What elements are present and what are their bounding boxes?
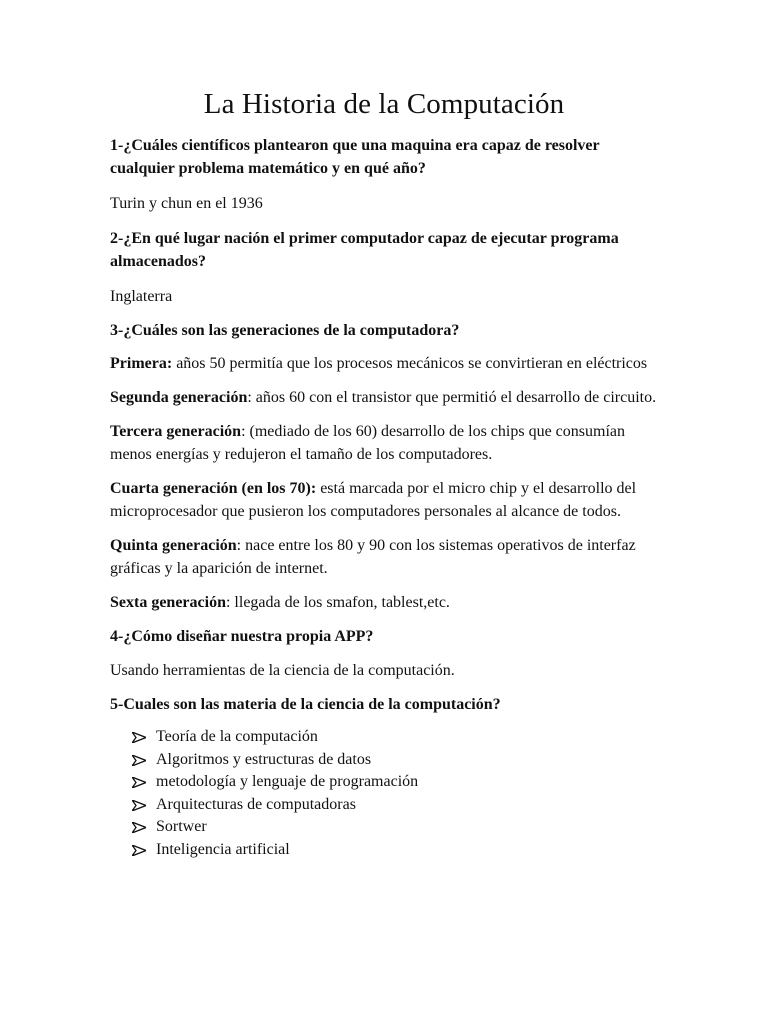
list-item-text: metodología y lenguaje de programación	[156, 773, 419, 790]
arrowhead-bullet-icon	[132, 845, 146, 856]
arrowhead-bullet-icon	[132, 777, 146, 788]
list-item	[132, 749, 658, 772]
list-item-text: Inteligencia artificial	[156, 840, 290, 858]
generation-label: Segunda generación	[110, 389, 248, 406]
document-title: La Historia de la Computación	[203, 88, 565, 120]
question-2: 2-¿En qué lugar nación el primer computador capaz de ejecutar programa almacenados?	[110, 230, 619, 270]
generation-label: Quinta generación	[110, 537, 237, 554]
generation-label: Primera:	[110, 355, 173, 372]
list-item	[132, 726, 658, 749]
generation-text: : (mediado de los 60) desarrollo de los chips que consumían menos energías y redujeron el tamaño de los computadores.	[110, 423, 625, 463]
generation-third	[110, 420, 658, 466]
generation-fourth	[110, 477, 658, 523]
generation-second	[110, 386, 658, 409]
question-5: 5-Cuales son las materia de la ciencia de la computación?	[110, 696, 501, 713]
generation-text: está marcada por el micro chip y el desarrollo del microprocesador que pusieron los computadores personales al alcance de todos.	[110, 480, 637, 520]
list-item	[132, 771, 658, 794]
list-item-text: Arquitecturas de computadoras	[156, 795, 356, 813]
question-1: 1-¿Cuáles científicos plantearon que una maquina era capaz de resolver cualquier problema matemático y en qué año?	[110, 137, 600, 177]
question-4: 4-¿Cómo diseñar nuestra propia APP?	[110, 628, 374, 645]
list-item-text: Sortwer	[156, 818, 207, 835]
answer-1: Turin y chun en el 1936	[110, 195, 263, 212]
question-3: 3-¿Cuáles son las generaciones de la computadora?	[110, 322, 460, 339]
subjects-list	[110, 726, 658, 861]
list-item-text: Teoría de la computación	[156, 728, 318, 745]
arrowhead-bullet-icon	[132, 732, 146, 743]
list-item	[132, 816, 658, 839]
generation-text: : nace entre los 80 y 90 con los sistemas operativos de interfaz gráficas y la aparición de internet.	[110, 537, 636, 577]
generation-text: : llegada de los smafon, tablest,etc.	[225, 594, 450, 611]
generation-first	[110, 352, 658, 375]
answer-4: Usando herramientas de la ciencia de la computación.	[110, 662, 455, 679]
list-item-text: Algoritmos y estructuras de datos	[156, 750, 372, 768]
generation-sixth	[110, 591, 658, 614]
answer-2: Inglaterra	[110, 288, 173, 305]
arrowhead-bullet-icon	[132, 822, 146, 833]
generation-text: : años 60 con el transistor que permitió el desarrollo de circuito.	[247, 389, 657, 406]
list-item	[132, 794, 658, 817]
arrowhead-bullet-icon	[132, 755, 146, 766]
generation-label: Cuarta generación (en los 70):	[110, 480, 317, 497]
generation-fifth	[110, 534, 658, 580]
generation-label: Sexta generación	[110, 594, 226, 611]
generation-text: años 50 permitía que los procesos mecánicos se convirtieran en eléctricos	[172, 355, 648, 372]
generation-label: Tercera generación	[110, 423, 242, 440]
list-item	[132, 839, 658, 862]
arrowhead-bullet-icon	[132, 800, 146, 811]
